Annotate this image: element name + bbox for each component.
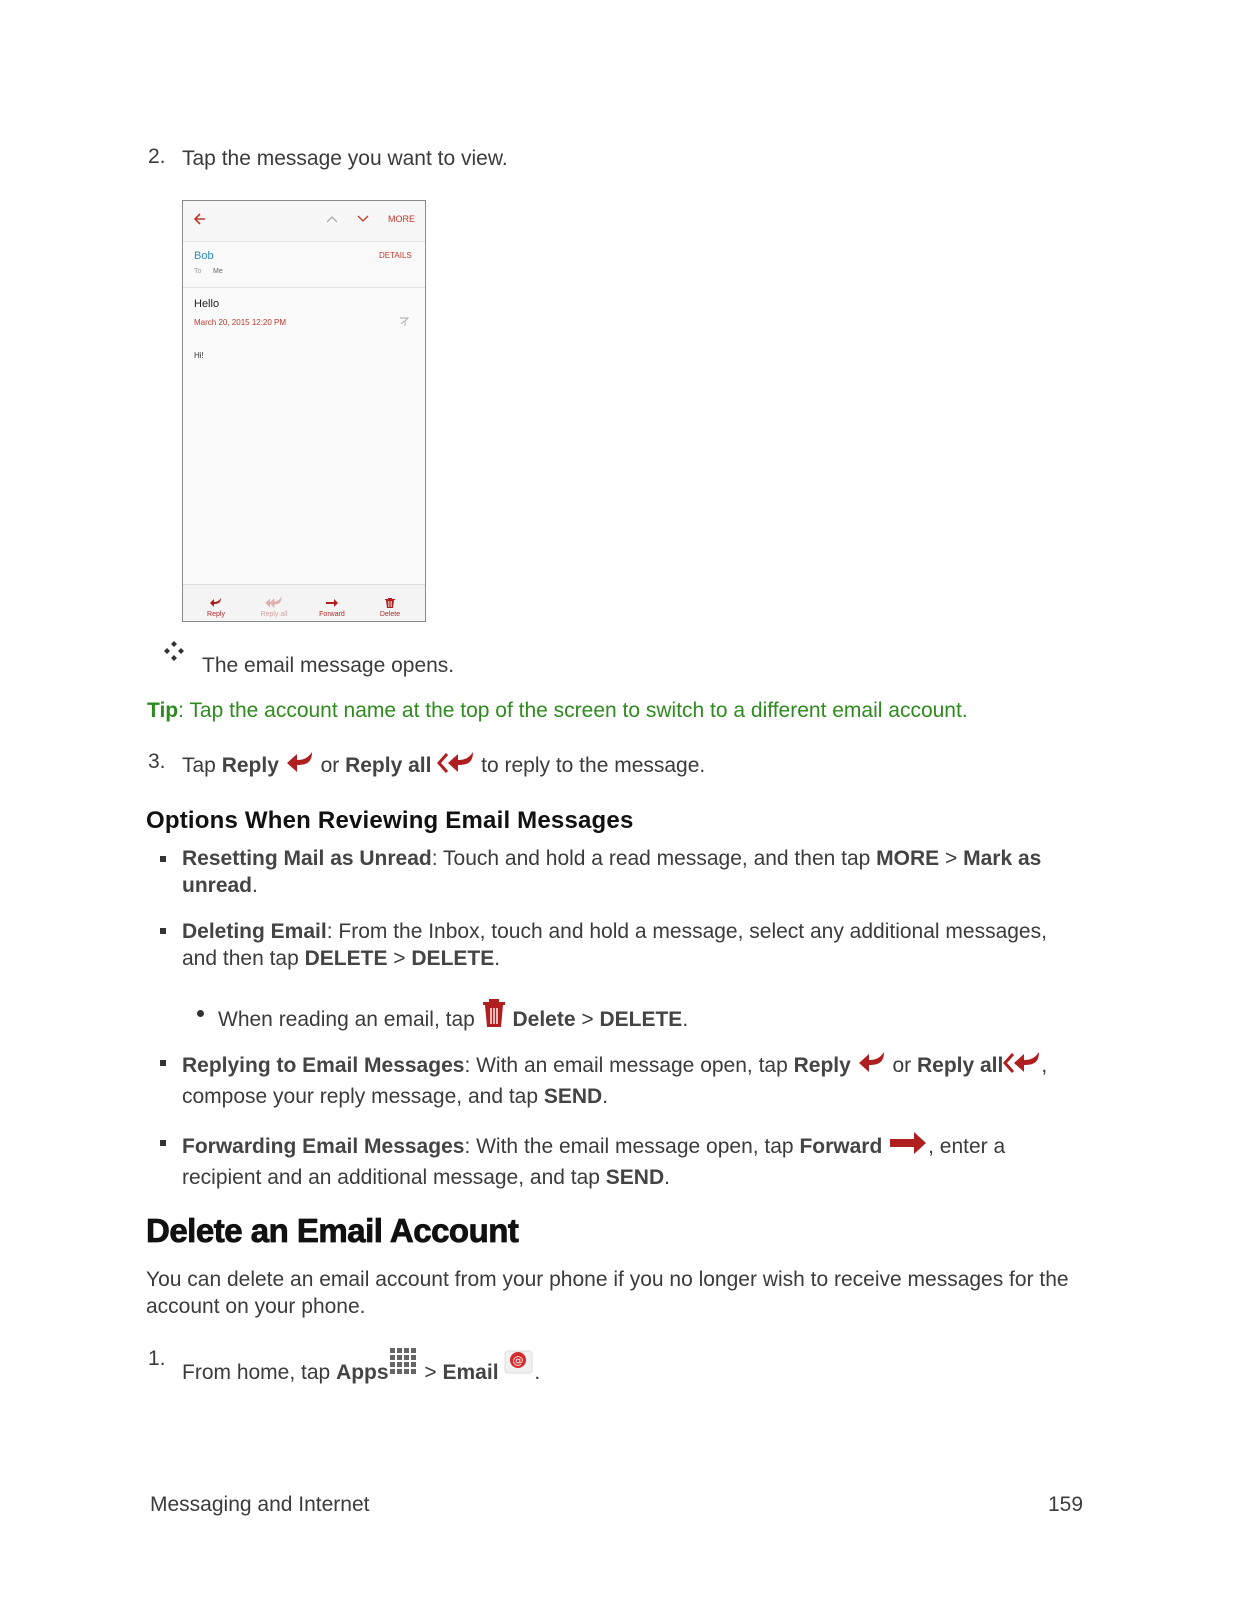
email-date: March 20, 2015 12:20 PM bbox=[194, 318, 287, 327]
delete-caps-bold: DELETE bbox=[599, 1008, 683, 1031]
more-bold: MORE bbox=[876, 847, 940, 870]
apps-grid-icon bbox=[389, 1347, 419, 1384]
details-button: DETAILS bbox=[379, 251, 412, 260]
forward-label: Forward bbox=[319, 611, 345, 618]
back-arrow-icon bbox=[193, 212, 207, 229]
reply-label: Reply bbox=[207, 611, 225, 618]
option-title: Deleting Email bbox=[182, 920, 327, 943]
result-text: The email message opens. bbox=[202, 654, 455, 677]
bullet bbox=[160, 928, 166, 934]
forward-action bbox=[307, 597, 357, 618]
email-body: Hi! bbox=[194, 351, 204, 360]
option-title: Replying to Email Messages bbox=[182, 1054, 465, 1077]
bullet bbox=[160, 1060, 166, 1066]
step-text bbox=[182, 750, 705, 783]
reply-all-icon bbox=[1003, 1050, 1041, 1083]
send-bold: SEND bbox=[605, 1166, 665, 1189]
trash-icon bbox=[384, 597, 396, 609]
text-run: . bbox=[602, 1085, 609, 1108]
text-run: When reading an email, tap bbox=[218, 1008, 481, 1031]
forward-bold: Forward bbox=[799, 1135, 883, 1158]
option-resetting bbox=[182, 845, 1082, 899]
email-subject: Hello bbox=[194, 298, 220, 310]
tip-paragraph bbox=[147, 697, 968, 724]
text-run: Tap bbox=[182, 754, 222, 777]
text-run: > bbox=[418, 1361, 443, 1384]
reply-all-bold: Reply all bbox=[916, 1054, 1004, 1077]
text-run: and then tap bbox=[182, 947, 305, 970]
unread-bold: unread bbox=[182, 874, 253, 897]
option-forwarding bbox=[182, 1129, 1102, 1191]
action-bar bbox=[183, 584, 425, 621]
chevron-down-icon bbox=[357, 214, 369, 227]
text-run: . bbox=[534, 1361, 541, 1384]
text-run: or bbox=[886, 1054, 917, 1077]
delete-bold: DELETE bbox=[304, 947, 388, 970]
text-run: : With the email message open, tap bbox=[464, 1135, 800, 1158]
chevron-up-icon bbox=[326, 214, 338, 227]
reply-all-bold: Reply all bbox=[345, 754, 432, 777]
step-number: 2. bbox=[148, 145, 166, 168]
send-bold: SEND bbox=[543, 1085, 603, 1108]
delete-bold: DELETE bbox=[411, 947, 495, 970]
text-run: . bbox=[664, 1166, 670, 1189]
reply-action bbox=[191, 597, 241, 618]
reply-all-label: Reply all bbox=[260, 611, 288, 618]
intro-line-2: account on your phone. bbox=[146, 1295, 366, 1318]
text-run: . bbox=[494, 947, 501, 970]
text-run: > bbox=[575, 1008, 600, 1031]
option-title: Resetting Mail as Unread bbox=[182, 847, 432, 870]
text-run: compose your reply message, and tap bbox=[182, 1085, 544, 1108]
reply-all-icon bbox=[437, 750, 475, 783]
text-run: : Touch and hold a read message, and then tap bbox=[431, 847, 877, 870]
forward-icon bbox=[325, 597, 339, 609]
section-heading: Options When Reviewing Email Messages bbox=[146, 807, 634, 834]
email-screenshot bbox=[182, 200, 426, 622]
reply-icon bbox=[285, 750, 315, 783]
text-run: . bbox=[682, 1008, 689, 1031]
step-number: 1. bbox=[148, 1347, 166, 1370]
reply-bold: Reply bbox=[221, 754, 279, 777]
sub-bullet bbox=[197, 1010, 204, 1017]
reply-icon bbox=[857, 1050, 887, 1083]
step-text: Tap the message you want to view. bbox=[182, 147, 508, 170]
text-run: to reply to the message. bbox=[475, 754, 706, 777]
result-diamond-icon bbox=[163, 640, 185, 667]
mark-bold: Mark as bbox=[963, 847, 1042, 870]
section-heading: Delete an Email Account bbox=[146, 1212, 519, 1249]
text-run: From home, tap bbox=[182, 1361, 337, 1384]
option-title: Forwarding Email Messages bbox=[182, 1135, 465, 1158]
text-run: : With an email message open, tap bbox=[464, 1054, 794, 1077]
forward-arrow-icon bbox=[888, 1129, 928, 1164]
text-run: or bbox=[314, 754, 346, 777]
footer-section: Messaging and Internet bbox=[150, 1493, 370, 1516]
reply-all-action bbox=[249, 597, 299, 618]
delete-label: Delete bbox=[379, 611, 401, 618]
text-run: , enter a bbox=[928, 1135, 1006, 1158]
email-bold: Email bbox=[442, 1361, 499, 1384]
to-value: Me bbox=[213, 268, 223, 275]
reply-bold: Reply bbox=[793, 1054, 851, 1077]
step-number: 3. bbox=[148, 750, 166, 773]
more-button: MORE bbox=[388, 214, 415, 224]
text-run: : From the Inbox, touch and hold a message, select any additional messages, bbox=[326, 920, 1047, 943]
text-run: > bbox=[387, 947, 412, 970]
bullet bbox=[160, 1140, 166, 1146]
step-text bbox=[182, 1347, 540, 1386]
apps-bold: Apps bbox=[336, 1361, 389, 1384]
page-number: 159 bbox=[1048, 1493, 1084, 1516]
text-run: recipient and an additional message, and tap bbox=[182, 1166, 606, 1189]
tip-label: Tip bbox=[147, 699, 179, 722]
bullet bbox=[160, 856, 166, 862]
deleting-sub bbox=[218, 998, 688, 1035]
delete-action bbox=[365, 597, 415, 618]
tip-text: : Tap the account name at the top of the screen to switch to a different email account. bbox=[178, 699, 968, 722]
reply-all-icon bbox=[265, 597, 283, 609]
reply-icon bbox=[209, 597, 223, 609]
option-deleting bbox=[182, 918, 1102, 972]
sender-name: Bob bbox=[194, 250, 214, 262]
text-run: , bbox=[1041, 1054, 1048, 1077]
delete-bold: Delete bbox=[512, 1008, 576, 1031]
to-label: To bbox=[194, 268, 202, 275]
intro-line-1: You can delete an email account from your phone if you no longer wish to receive messages for the bbox=[146, 1268, 1069, 1291]
sender-row bbox=[183, 241, 425, 288]
svg-text:@: @ bbox=[512, 1354, 524, 1367]
option-replying bbox=[182, 1050, 1102, 1110]
trash-icon bbox=[481, 998, 507, 1035]
email-app-icon bbox=[504, 1347, 534, 1384]
text-run: > bbox=[939, 847, 964, 870]
app-bar bbox=[183, 201, 425, 242]
priority-flag-icon bbox=[398, 316, 410, 331]
text-run: . bbox=[252, 874, 258, 897]
